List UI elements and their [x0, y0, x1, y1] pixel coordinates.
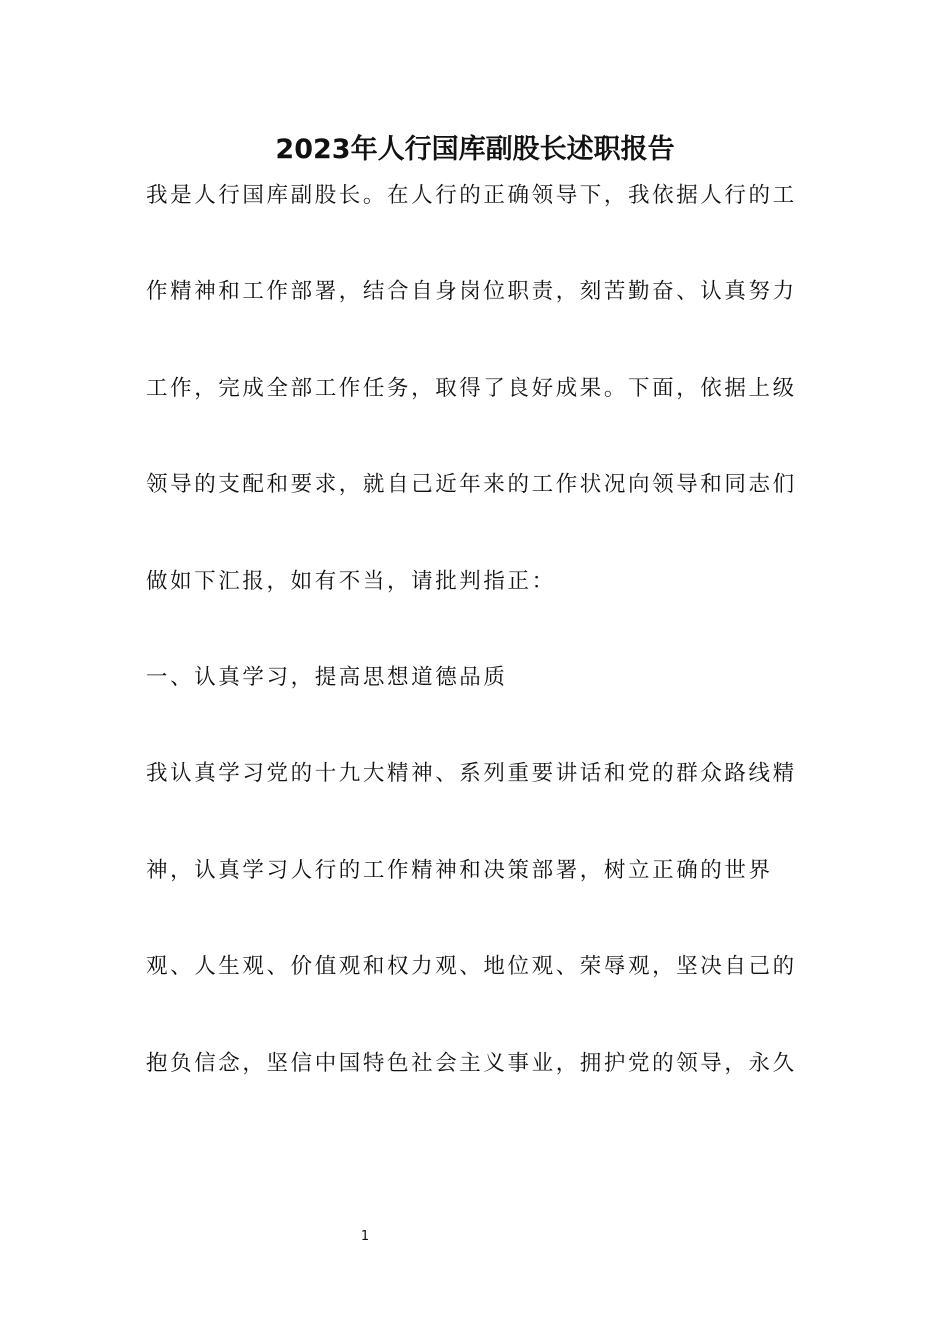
- paragraph-line: 做如下汇报，如有不当，请批判指正：: [146, 568, 556, 594]
- paragraph-line: 观、人生观、价值观和权力观、地位观、荣辱观，坚决自己的: [146, 954, 797, 980]
- paragraph-line: 工作，完成全部工作任务，取得了良好成果。下面，依据上级: [146, 375, 797, 401]
- paragraph-line: 我认真学习党的十九大精神、系列重要讲话和党的群众路线精: [146, 761, 797, 787]
- paragraph-line: 神，认真学习人行的工作精神和决策部署，树立正确的世界: [146, 857, 773, 883]
- paragraph-line: 领导的支配和要求，就自己近年来的工作状况向领导和同志们: [146, 472, 797, 498]
- document-body: [146, 178, 806, 1142]
- paragraph-line: 抱负信念，坚信中国特色社会主义事业，拥护党的领导，永久: [146, 1050, 797, 1076]
- paragraph-line: 我是人行国库副股长。在人行的正确领导下，我依据人行的工: [146, 183, 797, 208]
- section-heading: 一、认真学习，提高思想道德品质: [146, 664, 508, 690]
- document-title: 2023年人行国库副股长述职报告: [275, 134, 675, 165]
- page-number: 1: [360, 1229, 370, 1244]
- paragraph-line: 作精神和工作部署，结合自身岗位职责，刻苦勤奋、认真努力: [146, 279, 797, 305]
